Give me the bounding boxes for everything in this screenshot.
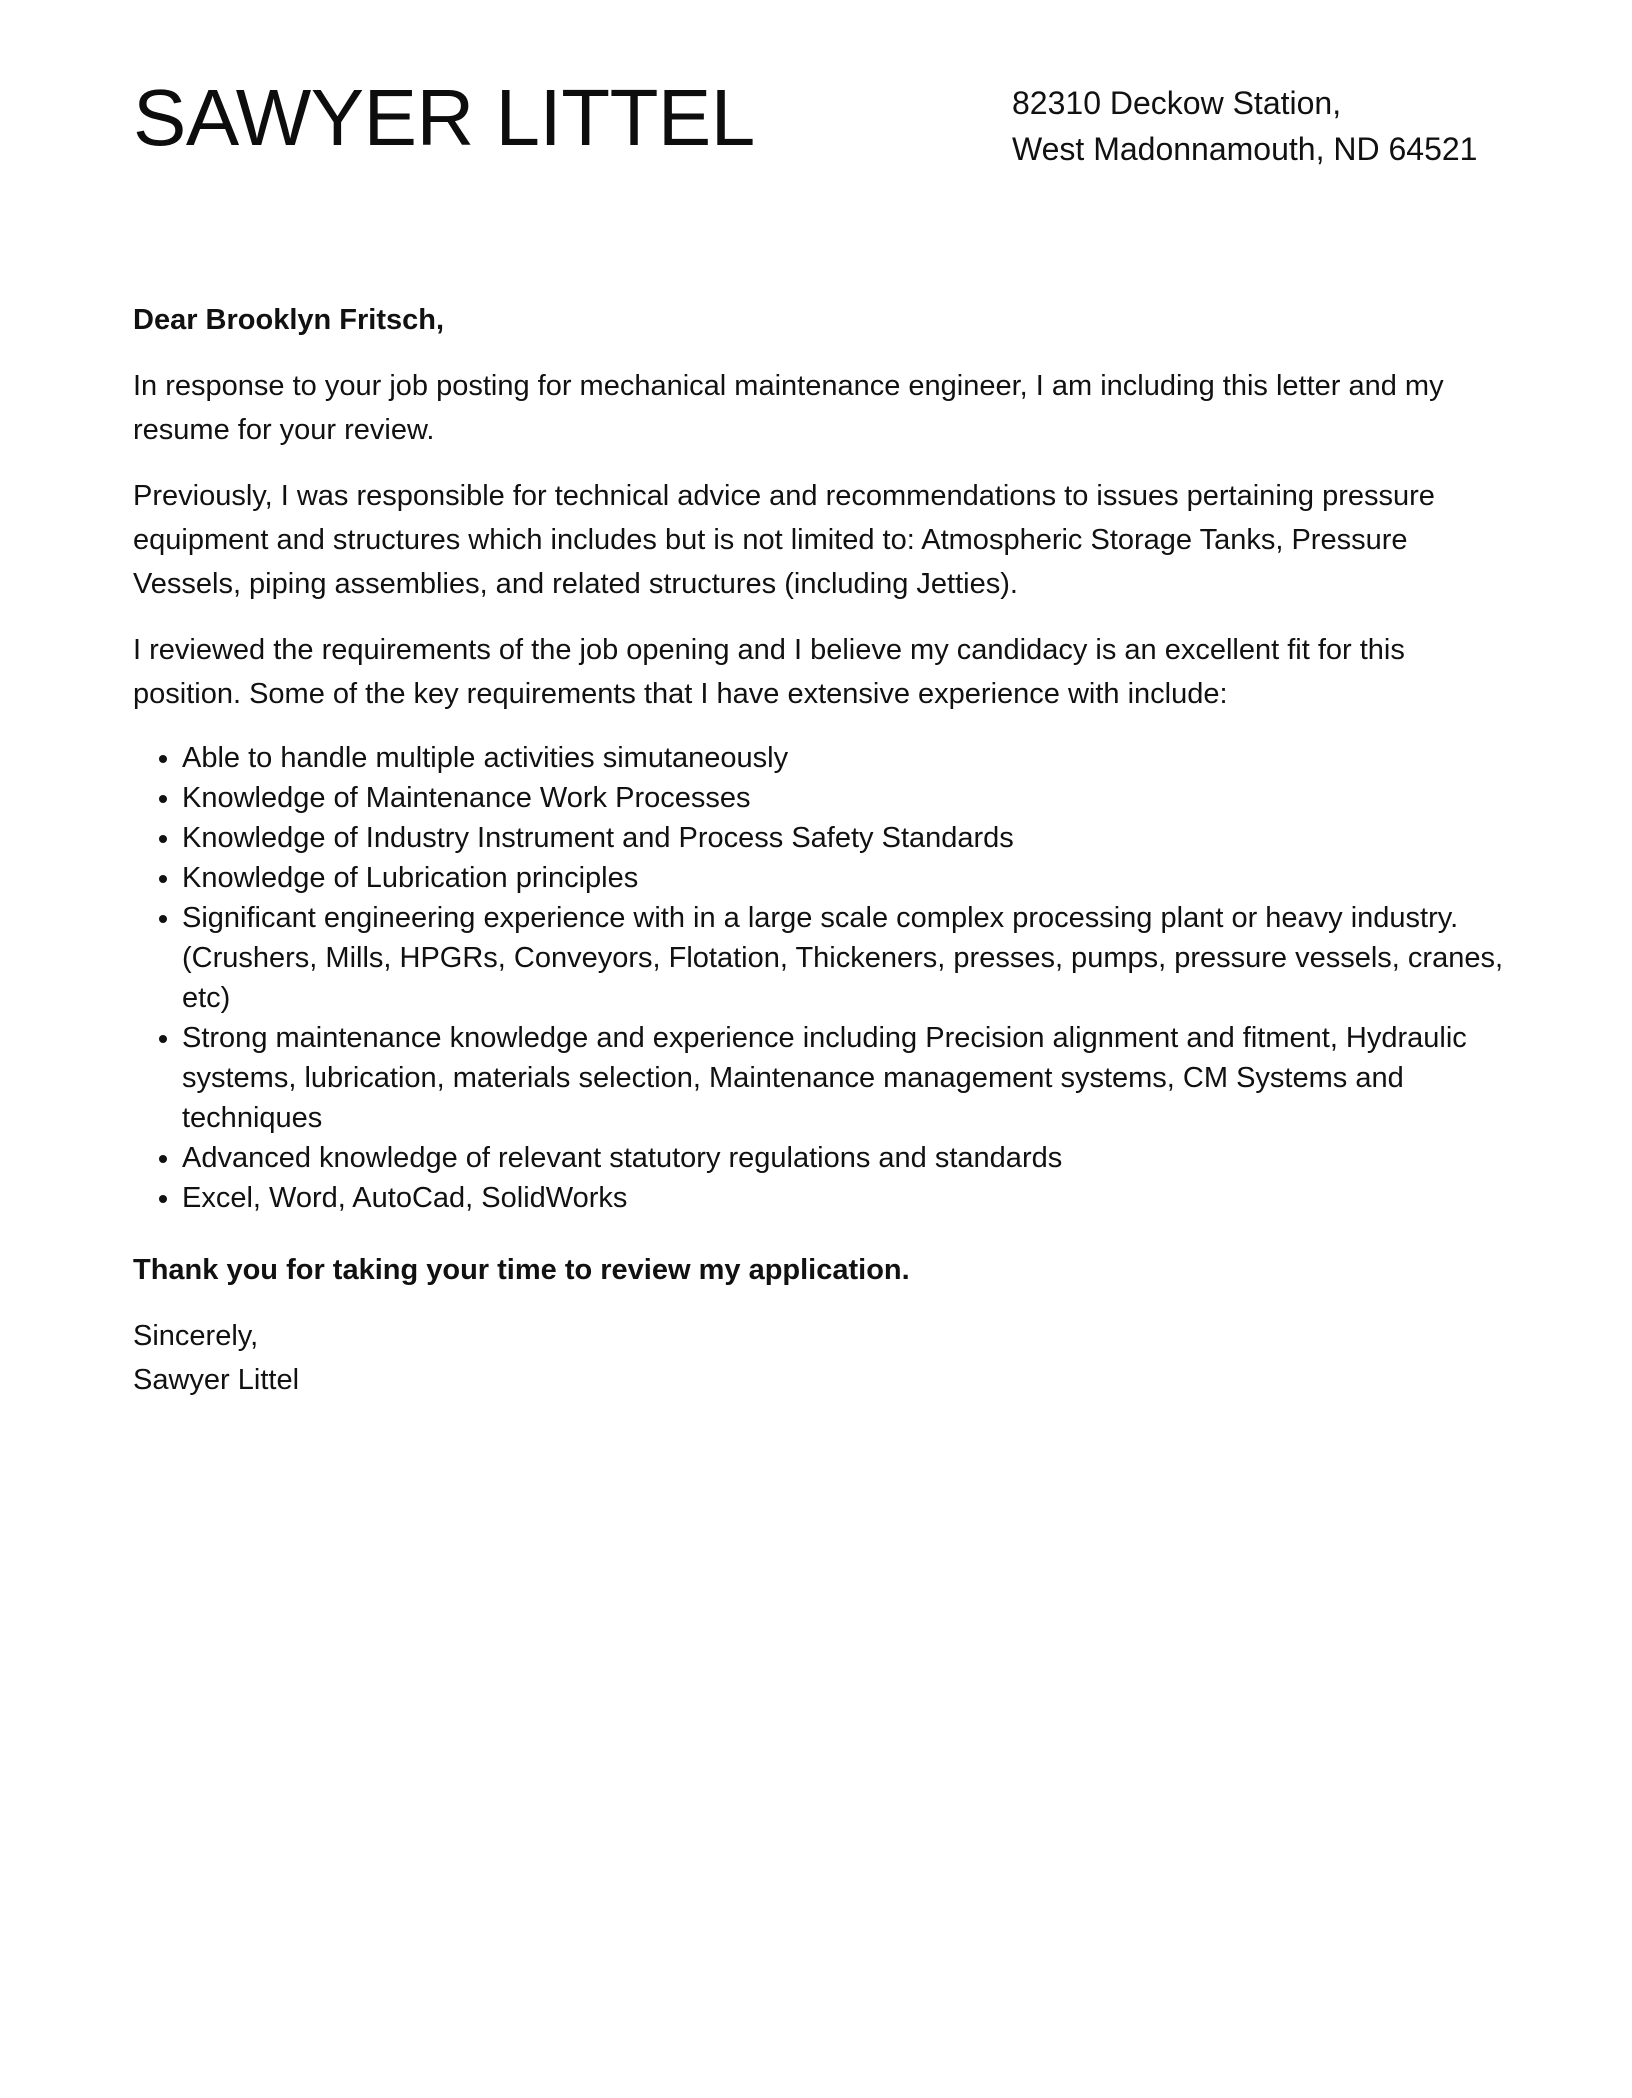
list-item: • Strong maintenance knowledge and experience including Precision alignment and fitment, Hydraulic systems, lubrication, materials selection, Maintenance management systems, CM Systems and techniques	[182, 1018, 1503, 1138]
address-line-2: West Madonnamouth, ND 64521	[1012, 131, 1478, 167]
paragraph-intro: In response to your job posting for mechanical maintenance engineer, I am including this letter and my resume for your review.	[133, 370, 1444, 446]
applicant-name: SAWYER LITTEL	[133, 73, 755, 162]
closing-statement: Thank you for taking your time to review my application.	[133, 1254, 910, 1286]
list-item: • Knowledge of Lubrication principles	[182, 858, 1503, 898]
address-line-1: 82310 Deckow Station,	[1012, 85, 1342, 121]
signoff-block	[133, 1314, 1503, 1402]
list-item: • Significant engineering experience with in a large scale complex processing plant or heavy industry.(Crushers, Mills, HPGRs, Conveyors, Flotation, Thickeners, presses, pumps, pressure vessels, cranes, etc)	[182, 898, 1503, 1018]
signature-name: Sawyer Littel	[133, 1364, 300, 1396]
list-item: • Excel, Word, AutoCad, SolidWorks	[182, 1178, 1503, 1218]
requirements-list	[133, 738, 1503, 1218]
letter-body	[133, 298, 1503, 1402]
paragraph-experience: Previously, I was responsible for technical advice and recommendations to issues pertaining pressure equipment and structures which includes but is not limited to: Atmospheric Storage Tanks, Pressure Vessels, piping assemblies, and related structures (including Jetties).	[133, 480, 1435, 600]
paragraph-requirements: I reviewed the requirements of the job opening and I believe my candidacy is an excellent fit for this position. Some of the key requirements that I have extensive experience with include:	[133, 634, 1405, 710]
greeting: Dear Brooklyn Fritsch,	[133, 304, 445, 336]
list-item: • Knowledge of Industry Instrument and Process Safety Standards	[182, 818, 1503, 858]
list-item: • Advanced knowledge of relevant statutory regulations and standards	[182, 1138, 1503, 1178]
letter-header	[133, 70, 1499, 190]
list-item: • Knowledge of Maintenance Work Processes	[182, 778, 1503, 818]
applicant-address	[1012, 80, 1477, 172]
list-item: • Able to handle multiple activities simutaneously	[182, 738, 1503, 778]
signoff-text: Sincerely,	[133, 1320, 259, 1352]
